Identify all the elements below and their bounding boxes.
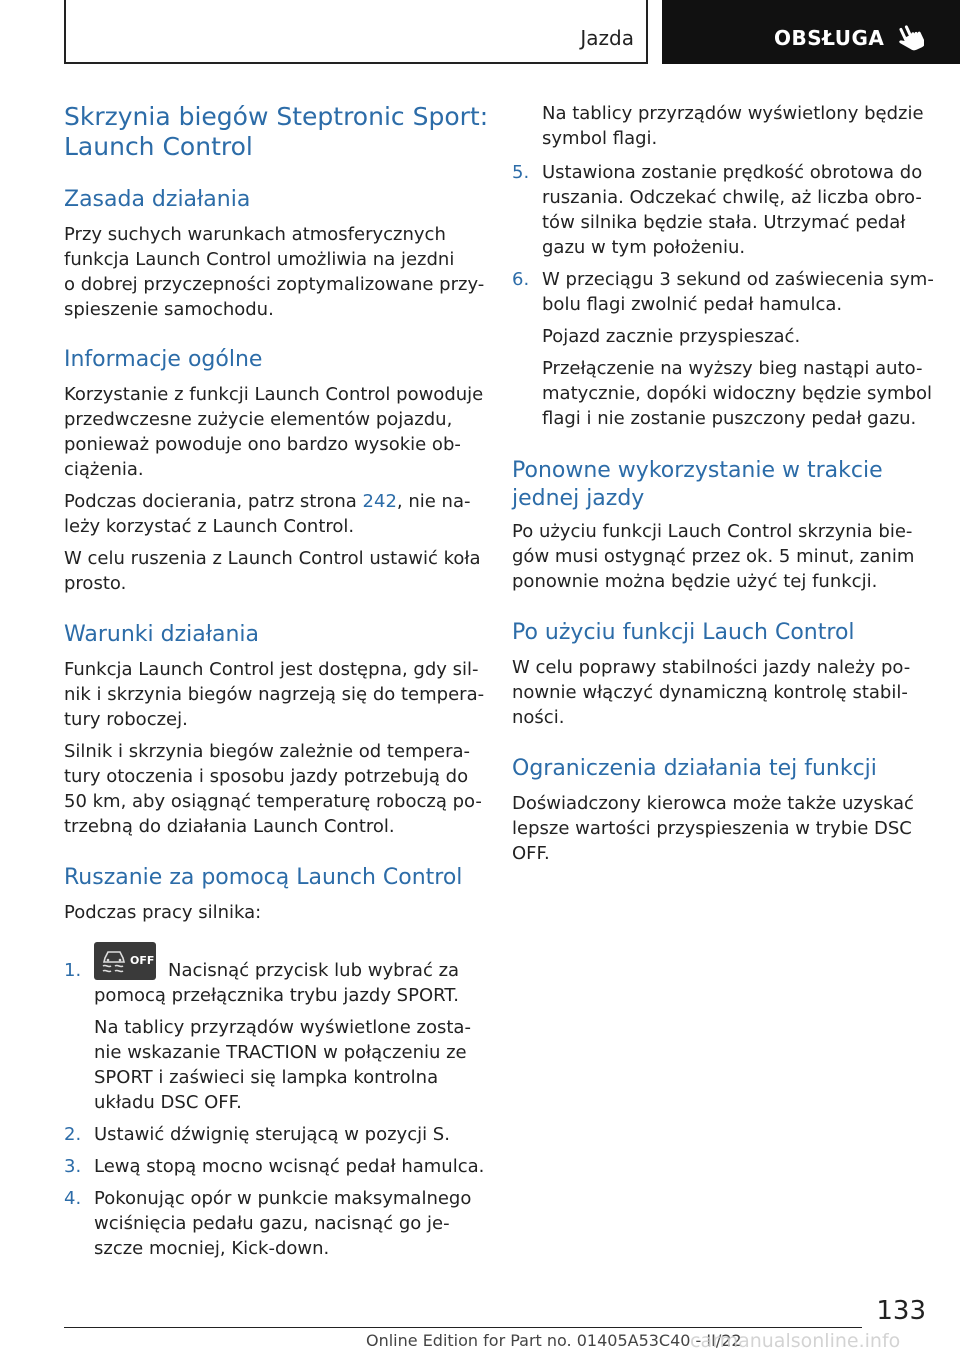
heading-ponowne-line-1: Ponowne wykorzystanie w trakcie bbox=[512, 458, 883, 483]
header-section-box bbox=[64, 0, 648, 64]
text-line: bolu flagi zwolnić pedał hamulca. bbox=[542, 294, 843, 315]
text-line: Na tablicy przyrządów wyświetlone zosta- bbox=[94, 1017, 471, 1038]
text-line: ruszania. Odczekać chwilę, aż liczba obro- bbox=[542, 187, 922, 208]
text-line: W przeciągu 3 sekund od zaświecenia sym- bbox=[542, 269, 934, 290]
text-line: symbol flagi. bbox=[542, 128, 658, 149]
text-line: Doświadczony kierowca może także uzyskać bbox=[512, 793, 914, 814]
text-line: Pojazd zacznie przyspieszać. bbox=[542, 326, 801, 347]
text-line: nie wskazanie TRACTION w połączeniu ze bbox=[94, 1042, 467, 1063]
text-line: Na tablicy przyrządów wyświetlony będzie bbox=[542, 103, 924, 124]
text-line: Silnik i skrzynia biegów zależnie od tempera- bbox=[64, 741, 471, 762]
text-line: Podczas docierania, patrz strona 242, nie na- bbox=[64, 491, 471, 512]
text-line: SPORT i zaświeci się lampka kontrolna bbox=[94, 1067, 439, 1088]
text-line: Lewą stopą mocno wcisnąć pedał hamulca. bbox=[94, 1156, 485, 1177]
heading-ruszanie: Ruszanie za pomocą Launch Control bbox=[64, 865, 463, 890]
text-line: nownie włączyć dynamiczną kontrolę stabil- bbox=[512, 682, 908, 703]
text-line: tów silnika będzie stała. Utrzymać pedał bbox=[542, 212, 906, 233]
text-line: układu DSC OFF. bbox=[94, 1092, 242, 1113]
footer-divider bbox=[64, 1327, 862, 1328]
text-line: Przy suchych warunkach atmosferycznych bbox=[64, 224, 446, 245]
header-section-title: Jazda bbox=[580, 26, 634, 50]
text-line: nik i skrzynia biegów nagrzeją się do tempera- bbox=[64, 684, 485, 705]
text-line: Ustawić dźwignię sterującą w pozycji S. bbox=[94, 1124, 450, 1145]
text-line: Po użyciu funkcji Lauch Control skrzynia bie- bbox=[512, 521, 913, 542]
text-line: funkcja Launch Control umożliwia na jezdni bbox=[64, 249, 455, 270]
heading-ponowne-line-2: jednej jazdy bbox=[512, 486, 645, 511]
text-line: trzebną do działania Launch Control. bbox=[64, 816, 395, 837]
page-number: 133 bbox=[876, 1296, 926, 1326]
text-line: Przełączenie na wyższy bieg nastąpi auto- bbox=[542, 358, 923, 379]
step-number: 1. bbox=[64, 960, 82, 981]
car-skid-icon bbox=[100, 948, 128, 974]
footer-edition: Online Edition for Part no. 01405A53C40 - II/22 bbox=[366, 1331, 742, 1350]
heading-informacje: Informacje ogólne bbox=[64, 347, 263, 372]
text-line: spieszenie samochodu. bbox=[64, 299, 274, 320]
dsc-off-button-icon bbox=[94, 942, 156, 980]
text-line: Nacisnąć przycisk lub wybrać za bbox=[168, 960, 460, 981]
text-line: gazu w tym położeniu. bbox=[542, 237, 746, 258]
heading-ograniczenia: Ograniczenia działania tej funkcji bbox=[512, 756, 877, 781]
step-number: 2. bbox=[64, 1124, 82, 1145]
heading-po-uzyciu: Po użyciu funkcji Lauch Control bbox=[512, 620, 855, 645]
text-line: tury roboczej. bbox=[64, 709, 188, 730]
step-number: 3. bbox=[64, 1156, 82, 1177]
text-line: W celu ruszenia z Launch Control ustawić koła bbox=[64, 548, 481, 569]
step-number: 6. bbox=[512, 269, 530, 290]
text-line: Podczas pracy silnika: bbox=[64, 902, 262, 923]
text-line: ponieważ powoduje ono bardzo wysokie ob- bbox=[64, 434, 461, 455]
text-line: leży korzystać z Launch Control. bbox=[64, 516, 355, 537]
watermark: carmanualsonline.info bbox=[690, 1330, 901, 1352]
text-line: ności. bbox=[512, 707, 565, 728]
text-line: 50 km, aby osiągnąć temperaturę roboczą po- bbox=[64, 791, 482, 812]
text-line: prosto. bbox=[64, 573, 127, 594]
text-line: Ustawiona zostanie prędkość obrotowa do bbox=[542, 162, 923, 183]
text-line: Korzystanie z funkcji Launch Control powoduje bbox=[64, 384, 484, 405]
text-line: ciążenia. bbox=[64, 459, 144, 480]
page-reference-link[interactable]: 242 bbox=[362, 491, 397, 512]
text-line: szcze mocniej, Kick-down. bbox=[94, 1238, 330, 1259]
header-chapter-box bbox=[662, 0, 960, 64]
page-title-line-2: Launch Control bbox=[64, 132, 253, 161]
header-chapter-title: OBSŁUGA bbox=[774, 26, 885, 50]
hand-pointer-icon bbox=[898, 24, 924, 52]
dsc-off-label: OFF bbox=[130, 954, 155, 967]
text-line: flagi i nie zostanie puszczony pedał gazu. bbox=[542, 408, 917, 429]
text-line: ponownie można będzie użyć tej funkcji. bbox=[512, 571, 878, 592]
text-line: OFF. bbox=[512, 843, 550, 864]
text-line: Pokonując opór w punkcie maksymalnego bbox=[94, 1188, 472, 1209]
step-number: 4. bbox=[64, 1188, 82, 1209]
text-line: Funkcja Launch Control jest dostępna, gdy sil- bbox=[64, 659, 479, 680]
text-line: tury otoczenia i sposobu jazdy potrzebują do bbox=[64, 766, 469, 787]
text-line: wciśnięcia pedału gazu, nacisnąć go je- bbox=[94, 1213, 450, 1234]
text-line: W celu poprawy stabilności jazdy należy po- bbox=[512, 657, 911, 678]
page-title-line-1: Skrzynia biegów Steptronic Sport: bbox=[64, 102, 489, 131]
heading-zasada: Zasada działania bbox=[64, 187, 251, 212]
text-line: pomocą przełącznika trybu jazdy SPORT. bbox=[94, 985, 459, 1006]
text-line: matycznie, dopóki widoczny będzie symbol bbox=[542, 383, 933, 404]
text-line: przedwczesne zużycie elementów pojazdu, bbox=[64, 409, 453, 430]
heading-warunki: Warunki działania bbox=[64, 622, 259, 647]
text-line: gów musi ostygnąć przez ok. 5 minut, zanim bbox=[512, 546, 915, 567]
text-line: lepsze wartości przyspieszenia w trybie DSC bbox=[512, 818, 912, 839]
text-line: o dobrej przyczepności zoptymalizowane przy- bbox=[64, 274, 485, 295]
step-number: 5. bbox=[512, 162, 530, 183]
